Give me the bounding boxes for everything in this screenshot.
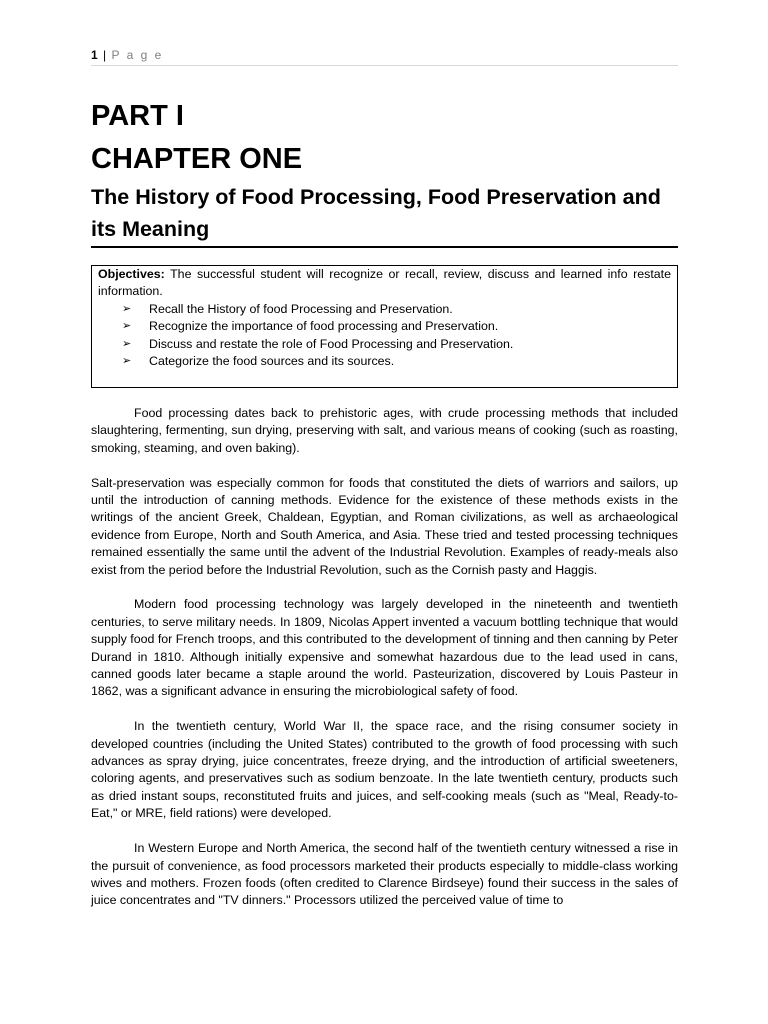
arrow-bullet-icon: ➢ (122, 302, 132, 315)
paragraph: Salt-preservation was especially common for foods that constituted the diets of warriors and sailors, up until the introduction of canning methods. Evidence for the existence of these methods exists in the writings of the ancient Greek, Chaldean, Egyptian, and Roman civilizations, as well as archaeological evidence from Europe, North and South America, and Asia. These tried and tested processing techniques remained essentially the same until the advent of the Industrial Revolution. Examples of ready-meals also exist from the period before the Industrial Revolution, such as the Cornish pasty and Haggis. (91, 475, 678, 577)
objective-text: Recall the History of food Processing and Preservation. (149, 301, 453, 316)
objective-item (122, 336, 671, 353)
paragraph: In the twentieth century, World War II, the space race, and the rising consumer society in developed countries (including the United States) contributed to the growth of food processing with such advances as spray drying, juice concentrates, freeze drying, and the introduction of artificial sweeteners, coloring agents, and preservatives such as sodium benzoate. In the late twentieth century, products such as dried instant soups, reconstituted fruits and juices, and self-cooking meals (such as "Meal, Ready-to-Eat," or MRE, field rations) were developed. (91, 719, 678, 821)
objectives-intro (98, 266, 671, 301)
paragraph: Modern food processing technology was largely developed in the nineteenth and twentieth centuries, to serve military needs. In 1809, Nicolas Appert invented a vacuum bottling technique that would supply food for French troops, and this contributed to the development of tinning and then canning by Peter Durand in 1810. Although initially expensive and somewhat hazardous due to the lead used in cans, canned goods later became a staple around the world. Pasteurization, discovered by Louis Pasteur in 1862, was a significant advance in ensuring the microbiological safety of food. (91, 597, 678, 699)
header-separator: | (103, 48, 107, 62)
body-text (91, 405, 678, 910)
objective-text: Categorize the food sources and its sources. (149, 354, 395, 369)
objective-item (122, 318, 671, 335)
arrow-bullet-icon: ➢ (122, 337, 132, 350)
page-label: P a g e (111, 48, 164, 62)
part-heading: PART I (91, 100, 184, 132)
objectives-label: Objectives: (98, 267, 165, 281)
objectives-list (98, 301, 671, 371)
paragraph: In Western Europe and North America, the second half of the twentieth century witnessed a rise in the pursuit of convenience, as food processors marketed their products especially to middle-class working wives and mothers. Frozen foods (often credited to Clarence Birdseye) found their success in the sales of juice concentrates and "TV dinners." Processors utilized the perceived value of time to (91, 841, 678, 908)
arrow-bullet-icon: ➢ (122, 320, 132, 333)
chapter-heading: CHAPTER ONE (91, 143, 303, 175)
objective-item (122, 353, 671, 370)
page-number: 1 (91, 48, 98, 62)
objectives-intro-text: The successful student will recognize or recall, review, discuss and learned info restate information. (98, 267, 671, 299)
objectives-box (91, 265, 678, 388)
chapter-title: The History of Food Processing, Food Preservation and its Meaning (91, 182, 678, 248)
paragraph: Food processing dates back to prehistoric ages, with crude processing methods that included slaughtering, fermenting, sun drying, preserving with salt, and various means of cooking (such as roasting, smoking, steaming, and oven baking). (91, 406, 678, 455)
objective-text: Recognize the importance of food processing and Preservation. (149, 319, 499, 334)
objective-text: Discuss and restate the role of Food Processing and Preservation. (149, 336, 514, 351)
arrow-bullet-icon: ➢ (122, 355, 132, 368)
objective-item (122, 301, 671, 318)
page-header (91, 47, 678, 66)
